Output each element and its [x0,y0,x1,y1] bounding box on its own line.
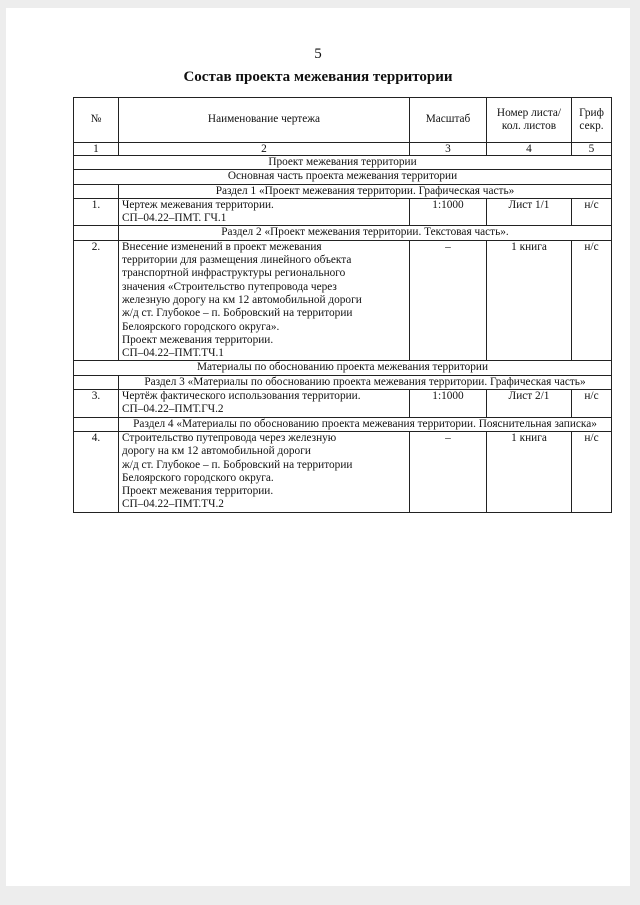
page-number: 5 [314,46,322,62]
materials-heading-row [74,361,612,375]
section-4-row [74,417,612,431]
row-scale: – [410,240,487,361]
row-sheet: Лист 1/1 [487,198,572,226]
column-number: 4 [487,143,572,156]
row-scale: 1:1000 [410,198,487,226]
row-grif: н/с [572,390,612,418]
column-number: 2 [119,143,410,156]
section-1-row [74,184,612,198]
table-row [74,431,612,512]
column-number: 3 [410,143,487,156]
project-heading-row [74,156,612,170]
row-number: 2. [74,240,119,361]
row-number: 4. [74,431,119,512]
materials-heading: Материалы по обоснованию проекта межевания территории [74,361,612,375]
section-2-heading: Раздел 2 «Проект межевания территории. Текстовая часть». [119,226,612,240]
row-grif: н/с [572,431,612,512]
row-scale: – [410,431,487,512]
row-grif: н/с [572,198,612,226]
header-sheet: Номер листа/кол. листов [487,98,572,143]
row-description: Внесение изменений в проект межевания территории для размещения линейного объекта транспортной инфраструктуры регионального значения «Строительство путепровода через железную дорогу на км 12 автомобильной дороги ж/д ст. Глубокое – п. Бобровский на территории Белоярского городского округа». Проект межевания территории. СП–04.22–ПМТ.ТЧ.1 [119,240,410,361]
column-number: 5 [572,143,612,156]
column-numbers-row [74,143,612,156]
section-3-row [74,375,612,389]
project-composition-table [73,97,612,513]
table-row [74,240,612,361]
row-description: Чертёж фактического использования территории. СП–04.22–ПМТ.ГЧ.2 [119,390,410,418]
row-number: 1. [74,198,119,226]
header-name: Наименование чертежа [119,98,410,143]
column-number: 1 [74,143,119,156]
row-description: Чертеж межевания территории. СП–04.22–ПМТ. ГЧ.1 [119,198,410,226]
row-sheet: 1 книга [487,431,572,512]
row-number: 3. [74,390,119,418]
table-row [74,198,612,226]
row-description: Строительство путепровода через железную дорогу на км 12 автомобильной дороги ж/д ст. Глубокое – п. Бобровский на территории Белоярского городского округа. Проект межевания территории. СП–04.22–ПМТ.ТЧ.2 [119,431,410,512]
header-grif: Гриф секр. [572,98,612,143]
main-part-heading: Основная часть проекта межевания территории [74,170,612,184]
section-2-row [74,226,612,240]
table-row [74,390,612,418]
main-part-heading-row [74,170,612,184]
document-page [6,8,630,886]
section-1-heading: Раздел 1 «Проект межевания территории. Графическая часть» [119,184,612,198]
row-grif: н/с [572,240,612,361]
section-4-heading: Раздел 4 «Материалы по обоснованию проекта межевания территории. Пояснительная записка» [119,417,612,431]
header-no: № [74,98,119,143]
row-scale: 1:1000 [410,390,487,418]
document-title: Состав проекта межевания территории [183,69,453,85]
section-3-heading: Раздел 3 «Материалы по обоснованию проекта межевания территории. Графическая часть» [119,375,612,389]
table-header-row [74,98,612,143]
row-sheet: 1 книга [487,240,572,361]
project-heading: Проект межевания территории [74,156,612,170]
header-scale: Масштаб [410,98,487,143]
row-sheet: Лист 2/1 [487,390,572,418]
